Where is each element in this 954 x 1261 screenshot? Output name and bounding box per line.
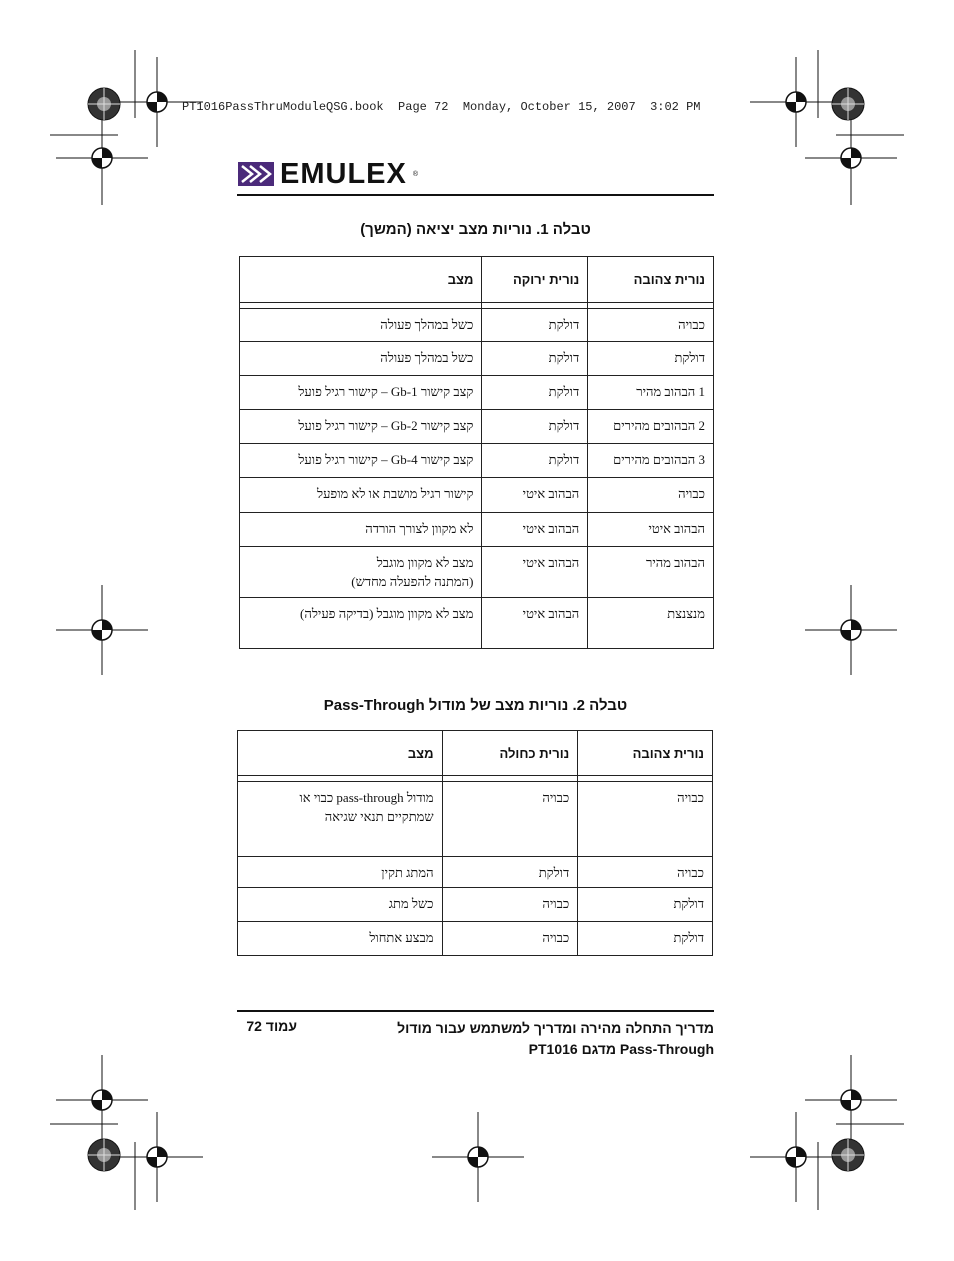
table1-caption: טבלה 1. נוריות מצב יציאה (המשך)	[360, 221, 591, 238]
table-cell: הבהוב איטי	[588, 513, 714, 547]
table-cell: מנצנצת	[588, 598, 714, 649]
table-cell: כשל מתג	[238, 888, 443, 922]
cell-line: מצב לא מקוון מוגבל	[376, 555, 474, 570]
table-row	[238, 857, 713, 888]
table-cell: כבויה	[588, 309, 714, 342]
table-cell: כבויה	[442, 922, 578, 956]
footer-rule	[237, 1010, 714, 1012]
registered-mark: ®	[412, 170, 419, 178]
column-header: מצב	[238, 731, 443, 776]
table-row	[240, 547, 714, 598]
table-row	[240, 598, 714, 649]
table-row	[240, 342, 714, 376]
table-cell: 3 הבהובים מהירים	[588, 444, 714, 478]
printer-header: PT1016PassThruModuleQSG.book Page 72 Monday, October 15, 2007 3:02 PM	[182, 100, 701, 114]
table-cell: כבויה	[588, 478, 714, 513]
table-cell: הבהוב מהיר	[588, 547, 714, 598]
table-cell: 2 הבהובים מהירים	[588, 410, 714, 444]
table-cell: מצב לא מקוון מוגבל (בדיקה פעילה)	[240, 598, 482, 649]
table-row	[238, 888, 713, 922]
table-row	[240, 513, 714, 547]
table-cell: הבהוב איטי	[482, 513, 588, 547]
page-number: עמוד 72	[246, 1018, 297, 1034]
table-cell: דולקת	[482, 376, 588, 410]
table-cell: דולקת	[482, 444, 588, 478]
table-row	[240, 309, 714, 342]
table-row	[240, 478, 714, 513]
port-status-led-table	[239, 256, 714, 649]
table-cell: כבויה	[578, 782, 713, 857]
cell-line: מודול pass-through כבוי או	[299, 790, 434, 805]
table-cell: דולקת	[588, 342, 714, 376]
table-cell: קישור רגיל מושבת או לא מופעל	[240, 478, 482, 513]
column-header: מצב	[240, 257, 482, 303]
column-header: נורית כחולה	[442, 731, 578, 776]
table-row	[240, 444, 714, 478]
footer-title-line: מדריך התחלה מהירה ומדריך למשתמש עבור מודול	[397, 1020, 714, 1036]
table-cell: דולקת	[578, 922, 713, 956]
table-cell: דולקת	[482, 309, 588, 342]
table-row	[240, 376, 714, 410]
table-cell: מבצע אתחול	[238, 922, 443, 956]
table-cell: דולקת	[578, 888, 713, 922]
table-cell: לא מקוון לצורך הורדה	[240, 513, 482, 547]
table-cell: הבהוב איטי	[482, 478, 588, 513]
table-cell: דולקת	[442, 857, 578, 888]
table-cell: קצב קישור 4-Gb – קישור רגיל פועל	[240, 444, 482, 478]
table-cell: קצב קישור 1-Gb – קישור רגיל פועל	[240, 376, 482, 410]
table-cell: קצב קישור 2-Gb – קישור רגיל פועל	[240, 410, 482, 444]
table2-caption: טבלה 2. נוריות מצב של מודול Pass-Through	[323, 697, 628, 714]
table-cell	[238, 782, 443, 857]
table-row	[238, 782, 713, 857]
column-header: נורית צהובה	[588, 257, 714, 303]
table-cell: כבויה	[442, 888, 578, 922]
footer-title	[384, 1018, 714, 1060]
table-cell: כבויה	[442, 782, 578, 857]
column-header: נורית ירוקה	[482, 257, 588, 303]
header-rule	[237, 194, 714, 196]
cell-line: (המתנה להפעלה מחדש)	[351, 574, 474, 589]
table-header-row	[238, 731, 713, 776]
cell-line: שמתקיים תנאי שגיאה	[324, 809, 434, 824]
table-cell: דולקת	[482, 342, 588, 376]
table-row	[238, 922, 713, 956]
table-cell: הבהוב איטי	[482, 547, 588, 598]
emulex-logo	[238, 157, 419, 190]
table-header-row	[240, 257, 714, 303]
footer-title-line: Pass-Through מדגם PT1016	[528, 1041, 714, 1057]
table-cell: כבויה	[578, 857, 713, 888]
table-cell: כשל במהלך פעולה	[240, 309, 482, 342]
table-cell: דולקת	[482, 410, 588, 444]
table-cell: המתג תקין	[238, 857, 443, 888]
module-status-led-table	[237, 730, 713, 956]
table-cell	[240, 547, 482, 598]
emulex-mark-icon	[238, 162, 274, 186]
brand-name: EMULEX	[280, 157, 407, 190]
table-cell: כשל במהלך פעולה	[240, 342, 482, 376]
table-row	[240, 410, 714, 444]
table-cell: 1 הבהוב מהיר	[588, 376, 714, 410]
table-cell: הבהוב איטי	[482, 598, 588, 649]
column-header: נורית צהובה	[578, 731, 713, 776]
